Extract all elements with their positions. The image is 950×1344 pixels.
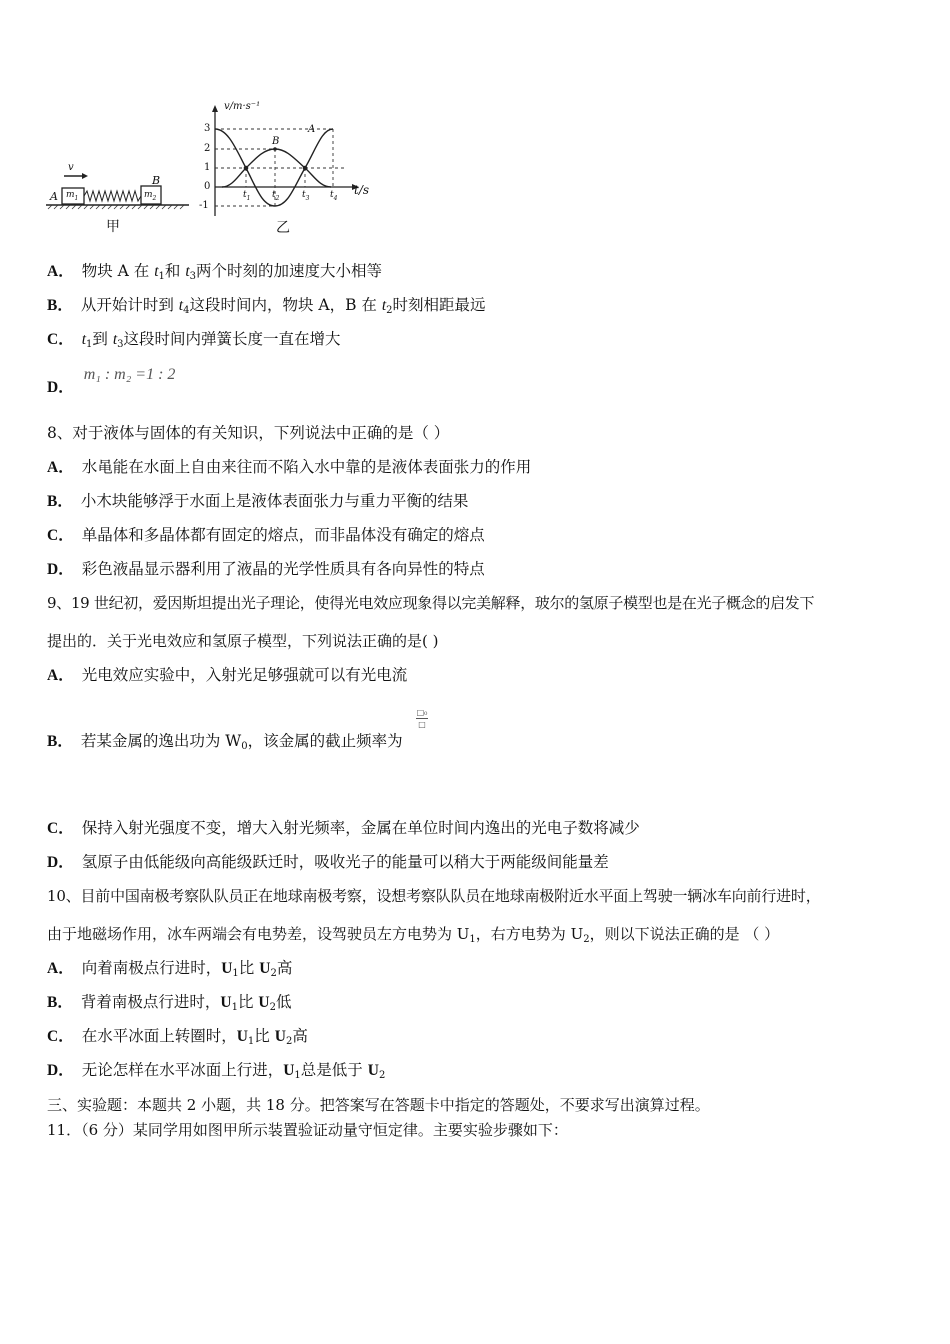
subscript: 2 (285, 1036, 293, 1047)
option-text: 比 (238, 959, 260, 977)
q10-option-c[interactable] (47, 1026, 308, 1047)
block-b-label: B (152, 174, 161, 187)
var-t: t (178, 297, 184, 314)
var-u: U (258, 994, 270, 1011)
subscript: 1 (294, 1070, 301, 1081)
y-axis-label: v/m·s⁻¹ (224, 101, 261, 112)
option-letter: A． (47, 960, 74, 977)
option-letter: C． (47, 820, 74, 837)
option-text: 到 (92, 330, 113, 348)
q10-option-a[interactable] (47, 958, 292, 979)
mass-ratio-formula: m₁ : m₂ =1 : 2 (83, 366, 176, 383)
option-text: 物块 A 在 (81, 262, 155, 280)
subscript: 2 (270, 968, 277, 979)
option-text: 在水平冰面上转圈时， (81, 1027, 237, 1045)
option-text: 向着南极点行进时， (81, 959, 222, 977)
q9-stem-line1: 9、19 世纪初，爱因斯坦提出光子理论，使得光电效应现象得以完美解释，玻尔的氢原子模型也是在光子概念的启发下 (47, 594, 815, 612)
figure-jia (44, 162, 194, 238)
q11-stem: 11．（6 分）某同学用如图甲所示装置验证动量守恒定律。主要实验步骤如下： (47, 1121, 568, 1139)
var-t: t (112, 331, 118, 348)
subscript: 3 (117, 339, 124, 350)
subscript: 0 (241, 741, 248, 752)
fraction-denominator: □ (418, 720, 426, 729)
option-letter: C． (47, 1028, 74, 1045)
option-text: 从开始计时到 (80, 296, 179, 314)
option-text: 比 (237, 993, 259, 1011)
q7-option-c[interactable] (47, 329, 341, 350)
subscript: 1 (247, 1036, 255, 1047)
curve-a-label: A (308, 124, 316, 135)
option-letter: B． (47, 297, 73, 314)
y-tick-3: 3 (204, 123, 211, 134)
q10-stem-line2 (47, 924, 779, 944)
option-text: 水黾能在水面上自由来往而不陷入水中靠的是液体表面张力的作用 (81, 458, 532, 476)
q8-option-d[interactable] (47, 559, 485, 580)
option-text: 若某金属的逸出功为 W (80, 732, 242, 750)
figure-yi (196, 101, 381, 236)
figure-jia-caption: 甲 (106, 219, 120, 235)
velocity-label: v (68, 162, 74, 173)
q8-option-a[interactable] (47, 457, 531, 478)
option-text: 比 (254, 1027, 275, 1045)
option-letter: D． (47, 854, 74, 871)
q7-option-b[interactable] (47, 295, 486, 316)
x-tick-t1: $t_1$ (243, 190, 251, 202)
subscript: 3 (189, 271, 196, 282)
option-letter: C． (47, 331, 74, 348)
option-letter: B． (47, 733, 73, 750)
option-text: ，该金属的截止频率为 (247, 732, 403, 750)
q7-option-d[interactable] (47, 366, 175, 396)
q10-option-d[interactable] (47, 1060, 385, 1081)
x-tick-t2: $t_2$ (272, 190, 280, 202)
option-text: 高 (292, 1027, 308, 1045)
q10-stem-line1: 10、目前中国南极考察队队员正在地球南极考察，设想考察队队员在地球南极附近水平面上驾驶一辆冰车向前行进时， (47, 887, 821, 905)
q7-option-a[interactable] (47, 261, 382, 282)
q9-option-b[interactable] (47, 731, 403, 752)
var-u: U (259, 960, 271, 977)
option-text: 两个时刻的加速度大小相等 (196, 262, 383, 280)
var-u: U (283, 1062, 295, 1079)
var-u: U (220, 994, 232, 1011)
option-letter: A． (47, 459, 74, 476)
option-text: 这段时间内弹簧长度一直在增大 (123, 330, 341, 348)
option-text: 低 (275, 993, 292, 1011)
option-letter: D． (47, 379, 74, 396)
x-tick-t4: $t_4$ (330, 190, 338, 202)
stem-text: ，则以下说法正确的是 （ ） (589, 925, 780, 943)
subscript: 1 (86, 339, 93, 350)
var-u: U (367, 1062, 379, 1079)
var-u: U (236, 1028, 248, 1045)
subscript: 1 (158, 271, 165, 282)
curve-b-label: B (272, 136, 280, 147)
q8-option-b[interactable] (47, 491, 468, 512)
subscript: 2 (583, 934, 590, 945)
figure-yi-caption: 乙 (276, 220, 290, 236)
subscript: 1 (469, 934, 476, 945)
option-letter: D． (47, 1062, 74, 1079)
var-t: t (381, 297, 387, 314)
q9-option-d[interactable] (47, 852, 609, 873)
option-text: 彩色液晶显示器利用了液晶的光学性质具有各向异性的特点 (81, 560, 485, 578)
x-tick-t3: $t_3$ (302, 190, 310, 202)
option-text: 光电效应实验中，入射光足够强就可以有光电流 (81, 666, 408, 684)
option-text: 单晶体和多晶体都有固定的熔点，而非晶体没有确定的熔点 (81, 526, 485, 544)
option-text: 和 (164, 262, 186, 280)
y-tick-0: 0 (204, 181, 211, 192)
x-axis-label: t/s (354, 183, 370, 197)
var-t: t (81, 331, 87, 348)
option-letter: B． (47, 994, 73, 1011)
fraction-numerator: □₀ (416, 708, 428, 717)
y-tick-1: 1 (204, 162, 211, 173)
option-letter: D． (47, 561, 74, 578)
option-letter: C． (47, 527, 74, 544)
option-text: 高 (276, 959, 293, 977)
option-text: 保持入射光强度不变，增大入射光频率，金属在单位时间内逸出的光电子数将减少 (81, 819, 640, 837)
q9-option-a[interactable] (47, 665, 407, 686)
option-text: 小木块能够浮于水面上是液体表面张力与重力平衡的结果 (80, 492, 469, 510)
subscript: 4 (183, 305, 190, 316)
q9-stem-line2: 提出的．关于光电效应和氢原子模型，下列说法正确的是( ) (47, 632, 439, 650)
var-t: t (154, 263, 159, 280)
stem-text: ，右方电势为 U (475, 925, 584, 943)
var-u: U (221, 960, 233, 977)
block-b-mass: $m_2$ (144, 190, 157, 202)
option-letter: A． (47, 263, 74, 280)
option-text: 时刻相距最远 (392, 296, 486, 314)
option-letter: A． (47, 667, 74, 684)
subscript: 1 (231, 1002, 238, 1013)
cutoff-frequency-fraction (416, 708, 428, 729)
subscript: 2 (386, 305, 393, 316)
var-t: t (185, 263, 190, 280)
subscript: 2 (378, 1070, 386, 1081)
subscript: 1 (232, 968, 239, 979)
q8-stem: 8、对于液体与固体的有关知识，下列说法中正确的是（ ） (47, 424, 450, 442)
fraction-bar (416, 718, 428, 719)
block-a-mass: $m_1$ (66, 190, 79, 202)
block-a-label: A (50, 190, 58, 203)
option-letter: B． (47, 493, 73, 510)
option-text: 无论怎样在水平冰面上行进， (81, 1061, 284, 1079)
q8-option-c[interactable] (47, 525, 485, 546)
subscript: 2 (269, 1002, 276, 1013)
option-text: 总是低于 (300, 1061, 368, 1079)
option-text: 氢原子由低能级向高能级跃迁时，吸收光子的能量可以稍大于两能级间能量差 (81, 853, 609, 871)
q9-option-c[interactable] (47, 818, 640, 839)
y-tick-neg1: -1 (199, 200, 209, 211)
option-text: 背着南极点行进时， (80, 993, 221, 1011)
stem-text: 由于地磁场作用，冰车两端会有电势差，设驾驶员左方电势为 U (47, 925, 470, 943)
y-tick-2: 2 (204, 143, 211, 154)
var-u: U (274, 1028, 286, 1045)
q10-option-b[interactable] (47, 992, 291, 1013)
option-text: 这段时间内，物块 A，B 在 (189, 296, 382, 314)
section-3-heading: 三、实验题：本题共 2 小题，共 18 分。把答案写在答题卡中指定的答题处，不要求写出演算过程。 (47, 1096, 710, 1114)
